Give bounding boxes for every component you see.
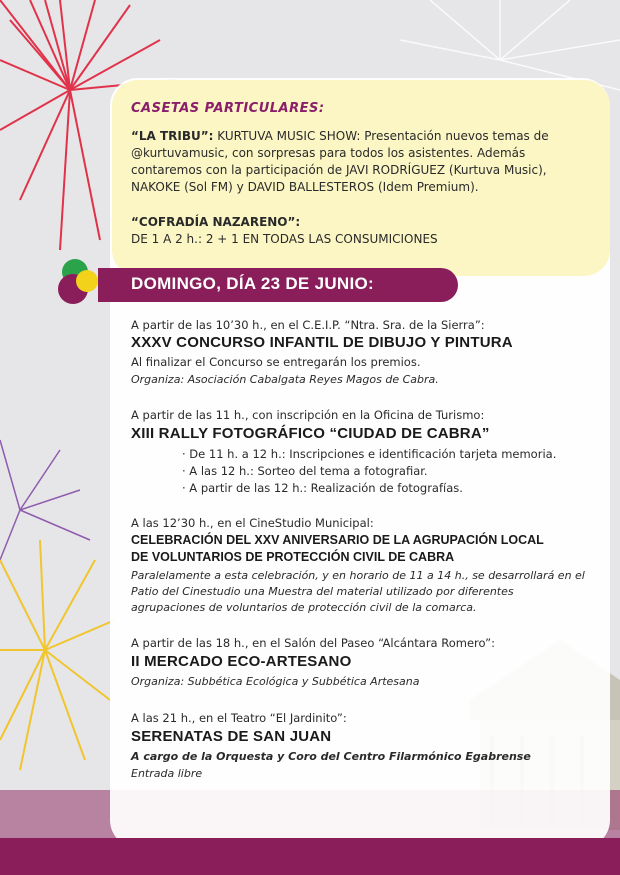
cofradia-text: DE 1 A 2 h.: 2 + 1 EN TODAS LAS CONSUMICIONES — [131, 232, 438, 246]
tribu-name: “LA TRIBU”: — [131, 129, 214, 143]
event5-desc-2: Entrada libre — [131, 767, 203, 780]
event2-title: XIII RALLY FOTOGRÁFICO “CIUDAD DE CABRA” — [131, 425, 490, 442]
event4-title: II MERCADO ECO-ARTESANO — [131, 653, 352, 670]
event3-title-2: DE VOLUNTARIOS DE PROTECCIÓN CIVIL DE CABRA — [131, 550, 455, 564]
event3-desc-3: agrupaciones de voluntarios de protección civil de la comarca. — [131, 601, 477, 614]
tribu-line-4: NAKOKE (Sol FM) y DAVID BALLESTEROS (Idem Premium). — [131, 180, 479, 194]
event1-organizer: Organiza: Asociación Cabalgata Reyes Magos de Cabra. — [131, 373, 439, 386]
yellow-dot-icon — [76, 270, 98, 292]
tribu-line-3: contaremos con la participación de JAVI RODRÍGUEZ (Kurtuva Music), — [131, 163, 547, 177]
event1-note: Al finalizar el Concurso se entregarán los premios. — [131, 355, 421, 369]
tribu-text-1: KURTUVA MUSIC SHOW: Presentación nuevos temas de — [213, 129, 549, 143]
event3-title-1: CELEBRACIÓN DEL XXV ANIVERSARIO DE LA AGRUPACIÓN LOCAL — [131, 533, 544, 547]
event2-intro: A partir de las 11 h., con inscripción en la Oficina de Turismo: — [131, 408, 485, 422]
event2-bullet-3: · A partir de las 12 h.: Realización de fotografías. — [182, 481, 463, 495]
event5-title: SERENATAS DE SAN JUAN — [131, 728, 332, 745]
tribu-line-1 — [131, 128, 591, 146]
event3-desc-1: Paralelamente a esta celebración, y en horario de 11 a 14 h., se desarrollará en el — [131, 569, 585, 582]
bottom-band — [0, 838, 620, 875]
event2-bullet-2: · A las 12 h.: Sorteo del tema a fotografiar. — [182, 464, 428, 478]
event3-desc-2: Patio del Cinestudio una Muestra del material utilizado por diferentes — [131, 585, 514, 598]
cofradia-name: “COFRADÍA NAZARENO”: — [131, 215, 301, 229]
event4-organizer: Organiza: Subbética Ecológica y Subbética Artesana — [131, 675, 420, 688]
event1-intro: A partir de las 10’30 h., en el C.E.I.P. “Ntra. Sra. de la Sierra”: — [131, 318, 485, 332]
event4-intro: A partir de las 18 h., en el Salón del Paseo “Alcántara Romero”: — [131, 636, 495, 650]
event5-intro: A las 21 h., en el Teatro “El Jardinito”: — [131, 711, 347, 725]
event1-title: XXXV CONCURSO INFANTIL DE DIBUJO Y PINTURA — [131, 334, 513, 351]
day-title: DOMINGO, DÍA 23 DE JUNIO: — [131, 274, 375, 293]
event2-bullet-1: · De 11 h. a 12 h.: Inscripciones e identificación tarjeta memoria. — [182, 447, 557, 461]
tribu-line-2: @kurtuvamusic, con sorpresas para todos los asistentes. Además — [131, 146, 526, 160]
event3-intro: A las 12’30 h., en el CineStudio Municipal: — [131, 516, 374, 530]
event5-desc-1: A cargo de la Orquesta y Coro del Centro Filarmónico Egabrense — [131, 750, 531, 763]
casetas-title: CASETAS PARTICULARES: — [131, 101, 325, 116]
